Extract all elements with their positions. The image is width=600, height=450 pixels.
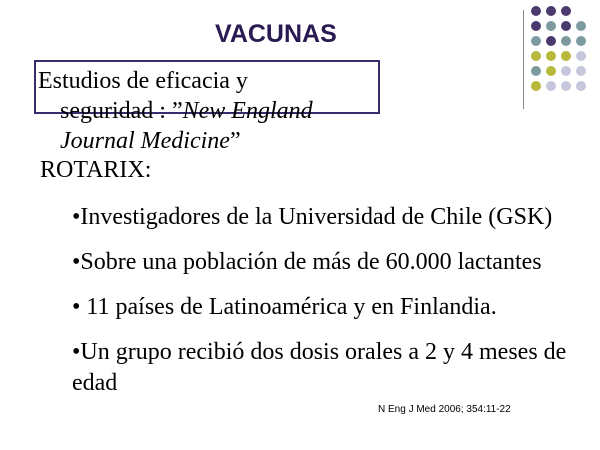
decor-dot xyxy=(546,21,556,31)
decor-dot xyxy=(531,81,541,91)
bullet-item: •Sobre una población de más de 60.000 lactantes xyxy=(72,249,542,275)
decor-dot xyxy=(576,21,586,31)
decor-dot xyxy=(531,6,541,16)
citation-reference: N Eng J Med 2006; 354:11-22 xyxy=(378,404,511,415)
study-line-2-prefix: seguridad : ” xyxy=(60,98,183,124)
decor-dot xyxy=(561,81,571,91)
decor-dot xyxy=(546,81,556,91)
decor-dot xyxy=(546,66,556,76)
study-line-2 xyxy=(38,96,313,126)
study-line-3 xyxy=(38,126,313,156)
study-source xyxy=(38,66,313,156)
decor-dot xyxy=(576,51,586,61)
bullet-item: •Un grupo recibió dos dosis orales a 2 y 4 meses de edad xyxy=(72,339,567,396)
decor-dot xyxy=(531,21,541,31)
journal-name-part-1: New England xyxy=(182,98,313,124)
decor-dot xyxy=(561,6,571,16)
decor-dot xyxy=(576,81,586,91)
decor-dot xyxy=(561,51,571,61)
decorative-dot-grid xyxy=(531,6,595,102)
bullet-item: • 11 países de Latinoamérica y en Finlandia. xyxy=(72,294,497,320)
decor-dot xyxy=(561,21,571,31)
decor-dot xyxy=(546,51,556,61)
decor-dot xyxy=(576,36,586,46)
decor-dot xyxy=(546,36,556,46)
slide-title: VACUNAS xyxy=(215,20,337,48)
decor-dot xyxy=(531,51,541,61)
study-line-1: Estudios de eficacia y xyxy=(38,68,248,94)
decor-dot xyxy=(531,66,541,76)
decor-dot xyxy=(531,36,541,46)
decor-dot xyxy=(576,66,586,76)
decor-dot xyxy=(561,36,571,46)
study-line-3-suffix: ” xyxy=(229,128,241,154)
bullet-list xyxy=(72,202,592,413)
decorative-divider xyxy=(523,10,524,109)
decor-dot xyxy=(546,6,556,16)
journal-name-part-2: Journal Medicine xyxy=(60,128,230,154)
decor-dot xyxy=(561,66,571,76)
bullet-item: •Investigadores de la Universidad de Chile (GSK) xyxy=(72,204,553,230)
vaccine-heading: ROTARIX: xyxy=(40,157,152,183)
